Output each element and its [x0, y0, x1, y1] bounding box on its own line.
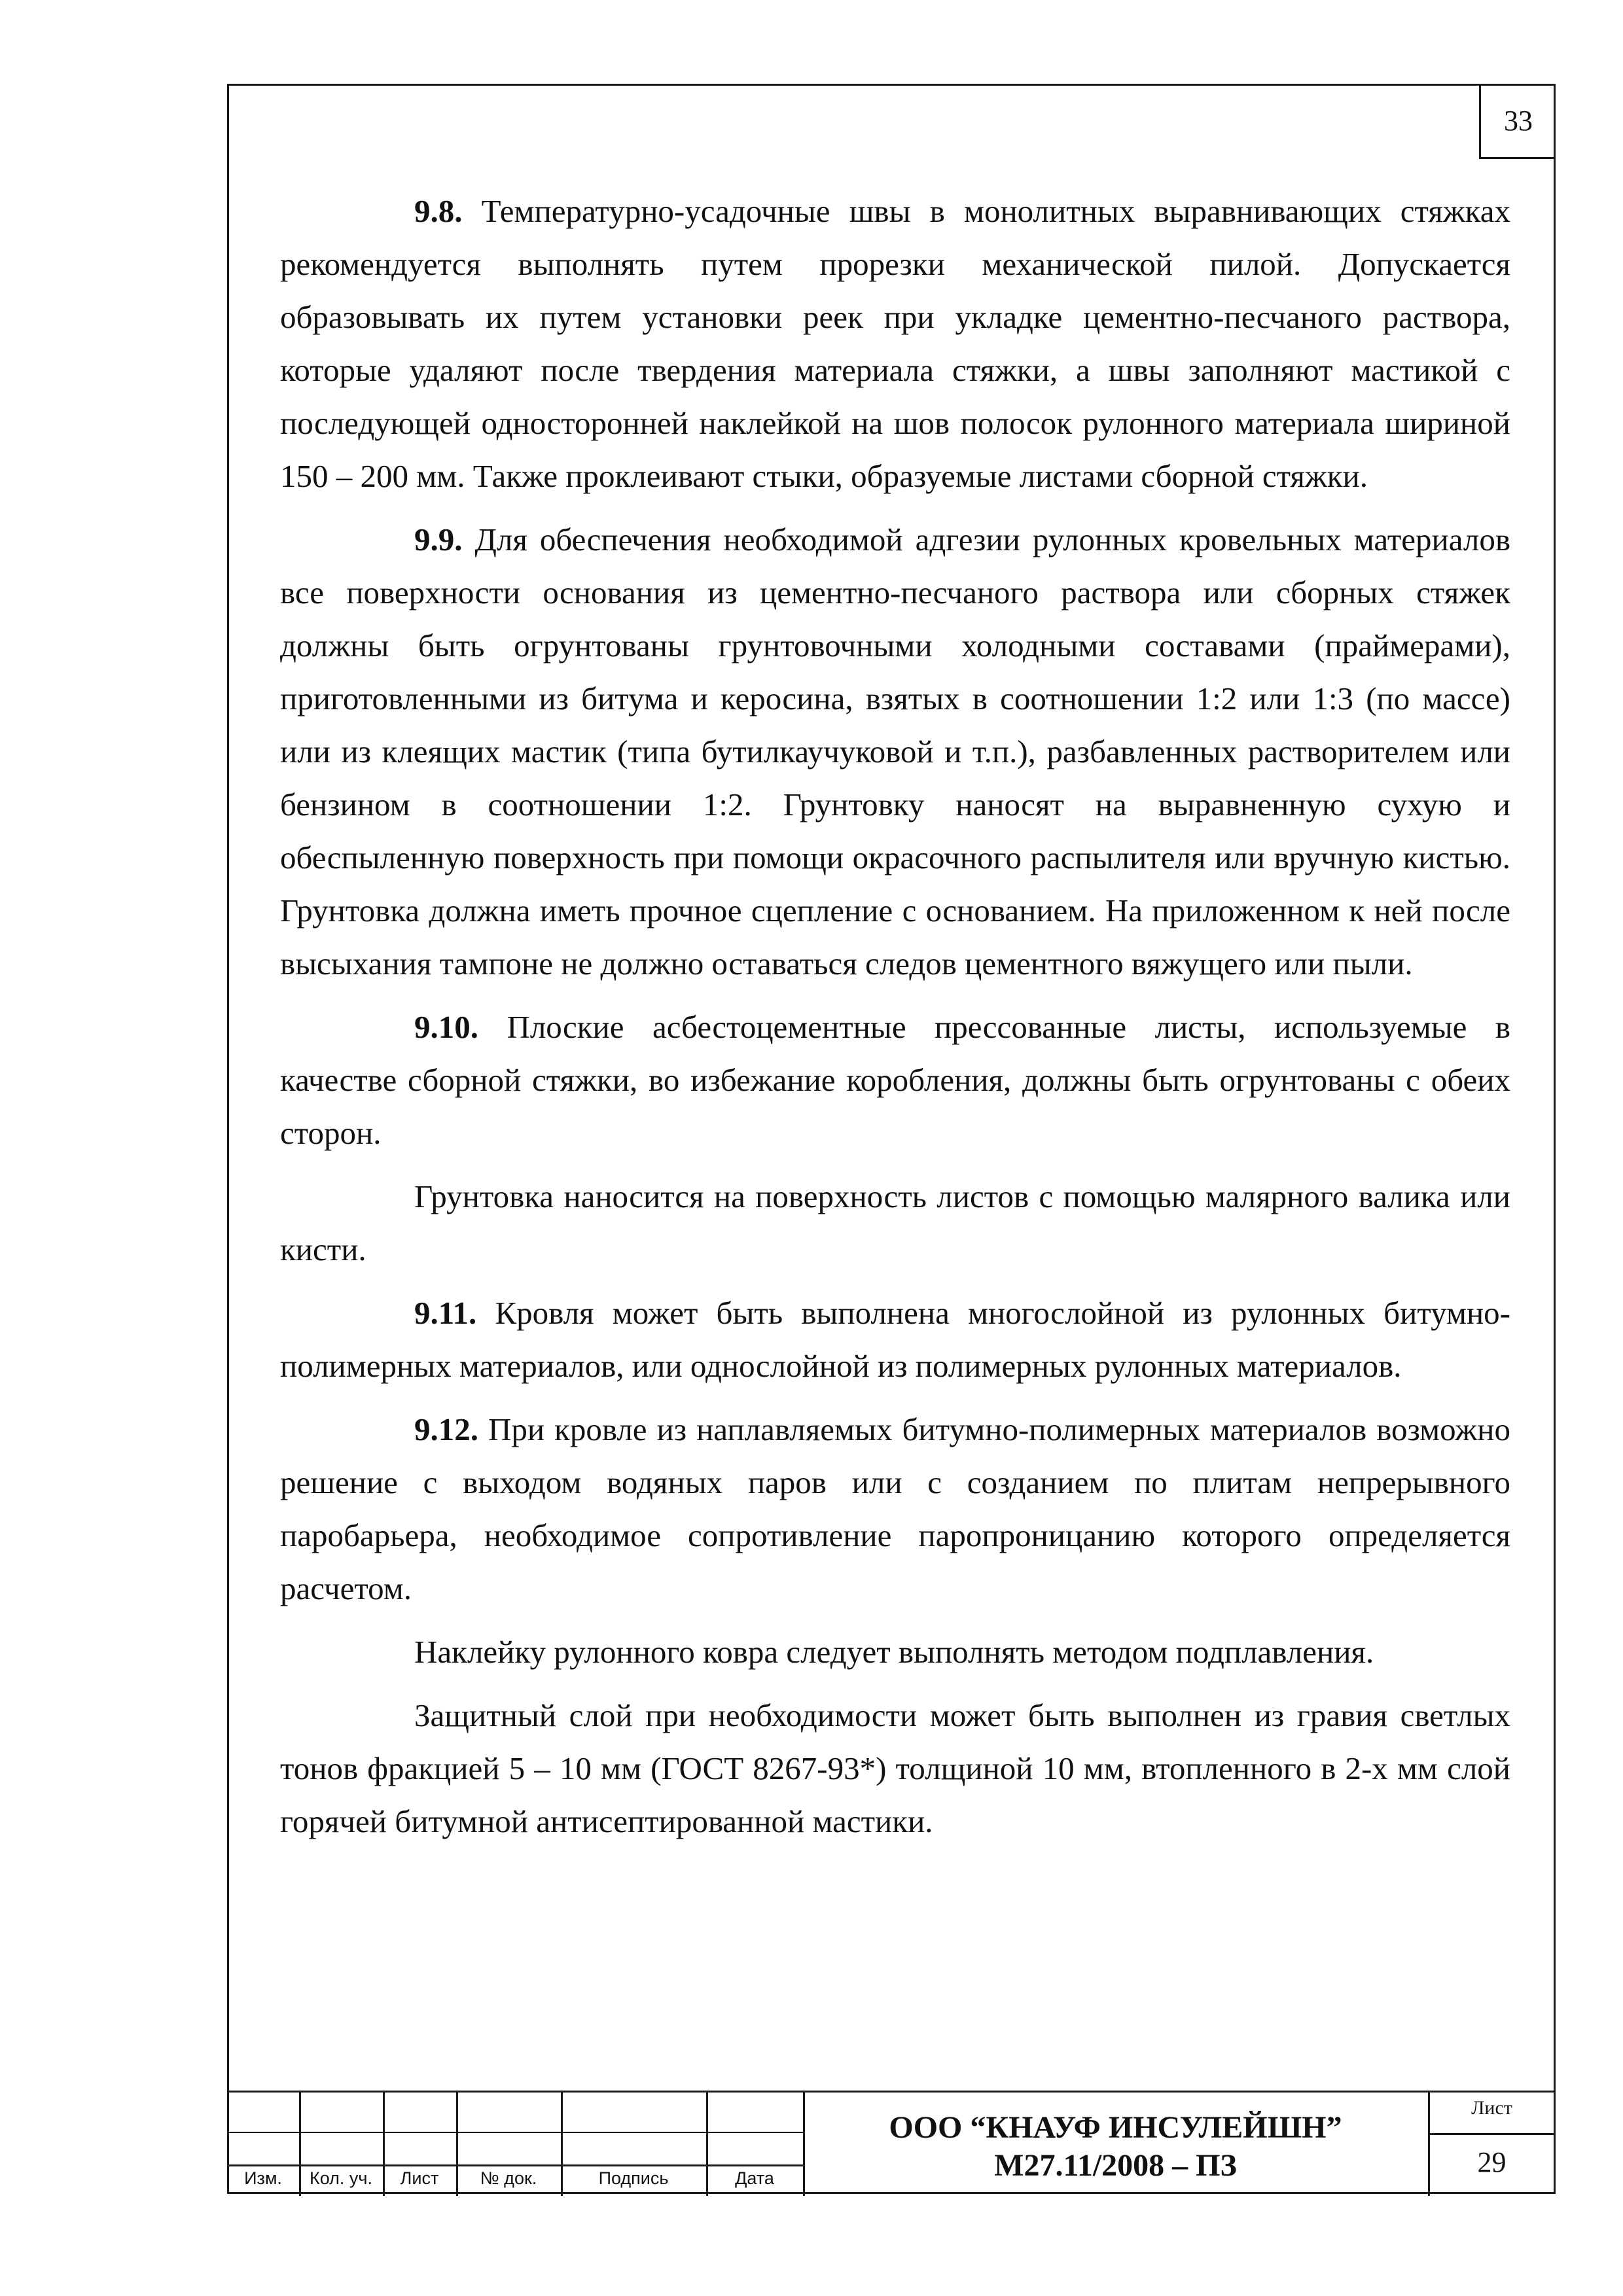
stamp-header-kol-uch: Кол. уч. — [310, 2168, 372, 2188]
paragraph-text: Наклейку рулонного ковра следует выполнять методом подплавления. — [414, 1634, 1374, 1670]
sheet-number: 29 — [1477, 2146, 1507, 2178]
page-corner-number-text: 33 — [1504, 104, 1533, 137]
paragraph-text: Плоские асбестоцементные прессованные листы, используемые в качестве сборной стяжки, во избежание коробления, должны быть огрунтованы с обеих сторон. — [280, 1009, 1510, 1151]
stamp-row-line — [1428, 2133, 1556, 2135]
title-block-stamp — [227, 2091, 1556, 2194]
paragraph-text: Температурно-усадочные швы в монолитных выравнивающих стяжках рекомендуется выполнять путем прорезки механической пилой. Допускается образовывать их путем установки реек при укладке цементно-песчаного раствора, которые удаляют после твердения материала стяжки, а швы заполняют мастикой с последующей односторонней наклейкой на шов полосок рулонного материала шириной 150 – 200 мм. Также проклеивают стыки, образуемые листами сборной стяжки. — [280, 193, 1510, 494]
clause-number: 9.9. — [414, 521, 463, 557]
paragraph-text: Защитный слой при необходимости может быть выполнен из гравия светлых тонов фракцией 5 – 10 мм (ГОСТ 8267-93*) толщиной 10 мм, втопленного в 2-х мм слой горячей битумной антисептированной мастики. — [280, 1697, 1510, 1839]
paragraph-text: Грунтовка наносится на поверхность листов с помощью малярного валика или кисти. — [280, 1178, 1510, 1267]
clause-number: 9.12. — [414, 1411, 478, 1447]
stamp-row-line — [227, 2164, 803, 2166]
paragraph-9-9 — [280, 513, 1510, 990]
paragraph-text: При кровле из наплавляемых битумно-полимерных материалов возможно решение с выходом водяных паров или с созданием по плитам непрерывного паробарьера, необходимое сопротивление паропроницанию которого определяется расчетом. — [280, 1411, 1510, 1606]
organization-name: ООО “КНАУФ ИНСУЛЕЙШН” — [889, 2110, 1342, 2145]
stamp-header-izm: Изм. — [244, 2168, 282, 2188]
clause-number: 9.8. — [414, 193, 463, 229]
paragraph-priming-note — [280, 1170, 1510, 1276]
paragraph-9-12 — [280, 1403, 1510, 1615]
paragraph-9-11 — [280, 1286, 1510, 1392]
paragraph-gluing-note — [280, 1625, 1510, 1678]
page-corner-number — [1479, 84, 1556, 159]
organization-title — [803, 2109, 1428, 2185]
stamp-header-list: Лист — [400, 2168, 439, 2188]
paragraph-protective-layer — [280, 1689, 1510, 1848]
stamp-header-doc-number: № док. — [480, 2168, 537, 2188]
sheet-label: Лист — [1471, 2097, 1512, 2119]
paragraph-9-10 — [280, 1000, 1510, 1159]
stamp-header-date: Дата — [735, 2168, 774, 2188]
paragraph-text: Для обеспечения необходимой адгезии рулонных кровельных материалов все поверхности основания из цементно-песчаного раствора или сборных стяжек должны быть огрунтованы грунтовочными холодными составами (праймерами), приготовленными из битума и керосина, взятых в соотношении 1:2 или 1:3 (по массе) или из клеящих мастик (типа бутилкаучуковой и т.п.), разбавленных растворителем или бензином в соотношении 1:2. Грунтовку наносят на выравненную сухую и обеспыленную поверхность при помощи окрасочного распылителя или вручную кистью. Грунтовка должна иметь прочное сцепление с основанием. На приложенном к ней после высыхания тампоне не должно оставаться следов цементного вяжущего или пыли. — [280, 521, 1510, 981]
clause-number: 9.11. — [414, 1295, 477, 1331]
document-body — [280, 185, 1510, 1858]
stamp-header-signature: Подпись — [598, 2168, 669, 2188]
paragraph-9-8 — [280, 185, 1510, 503]
document-code: М27.11/2008 – ПЗ — [994, 2148, 1237, 2183]
stamp-row-line — [227, 2132, 803, 2133]
paragraph-text: Кровля может быть выполнена многослойной из рулонных битумно-полимерных материалов, или однослойной из полимерных рулонных материалов. — [280, 1295, 1510, 1384]
clause-number: 9.10. — [414, 1009, 478, 1045]
